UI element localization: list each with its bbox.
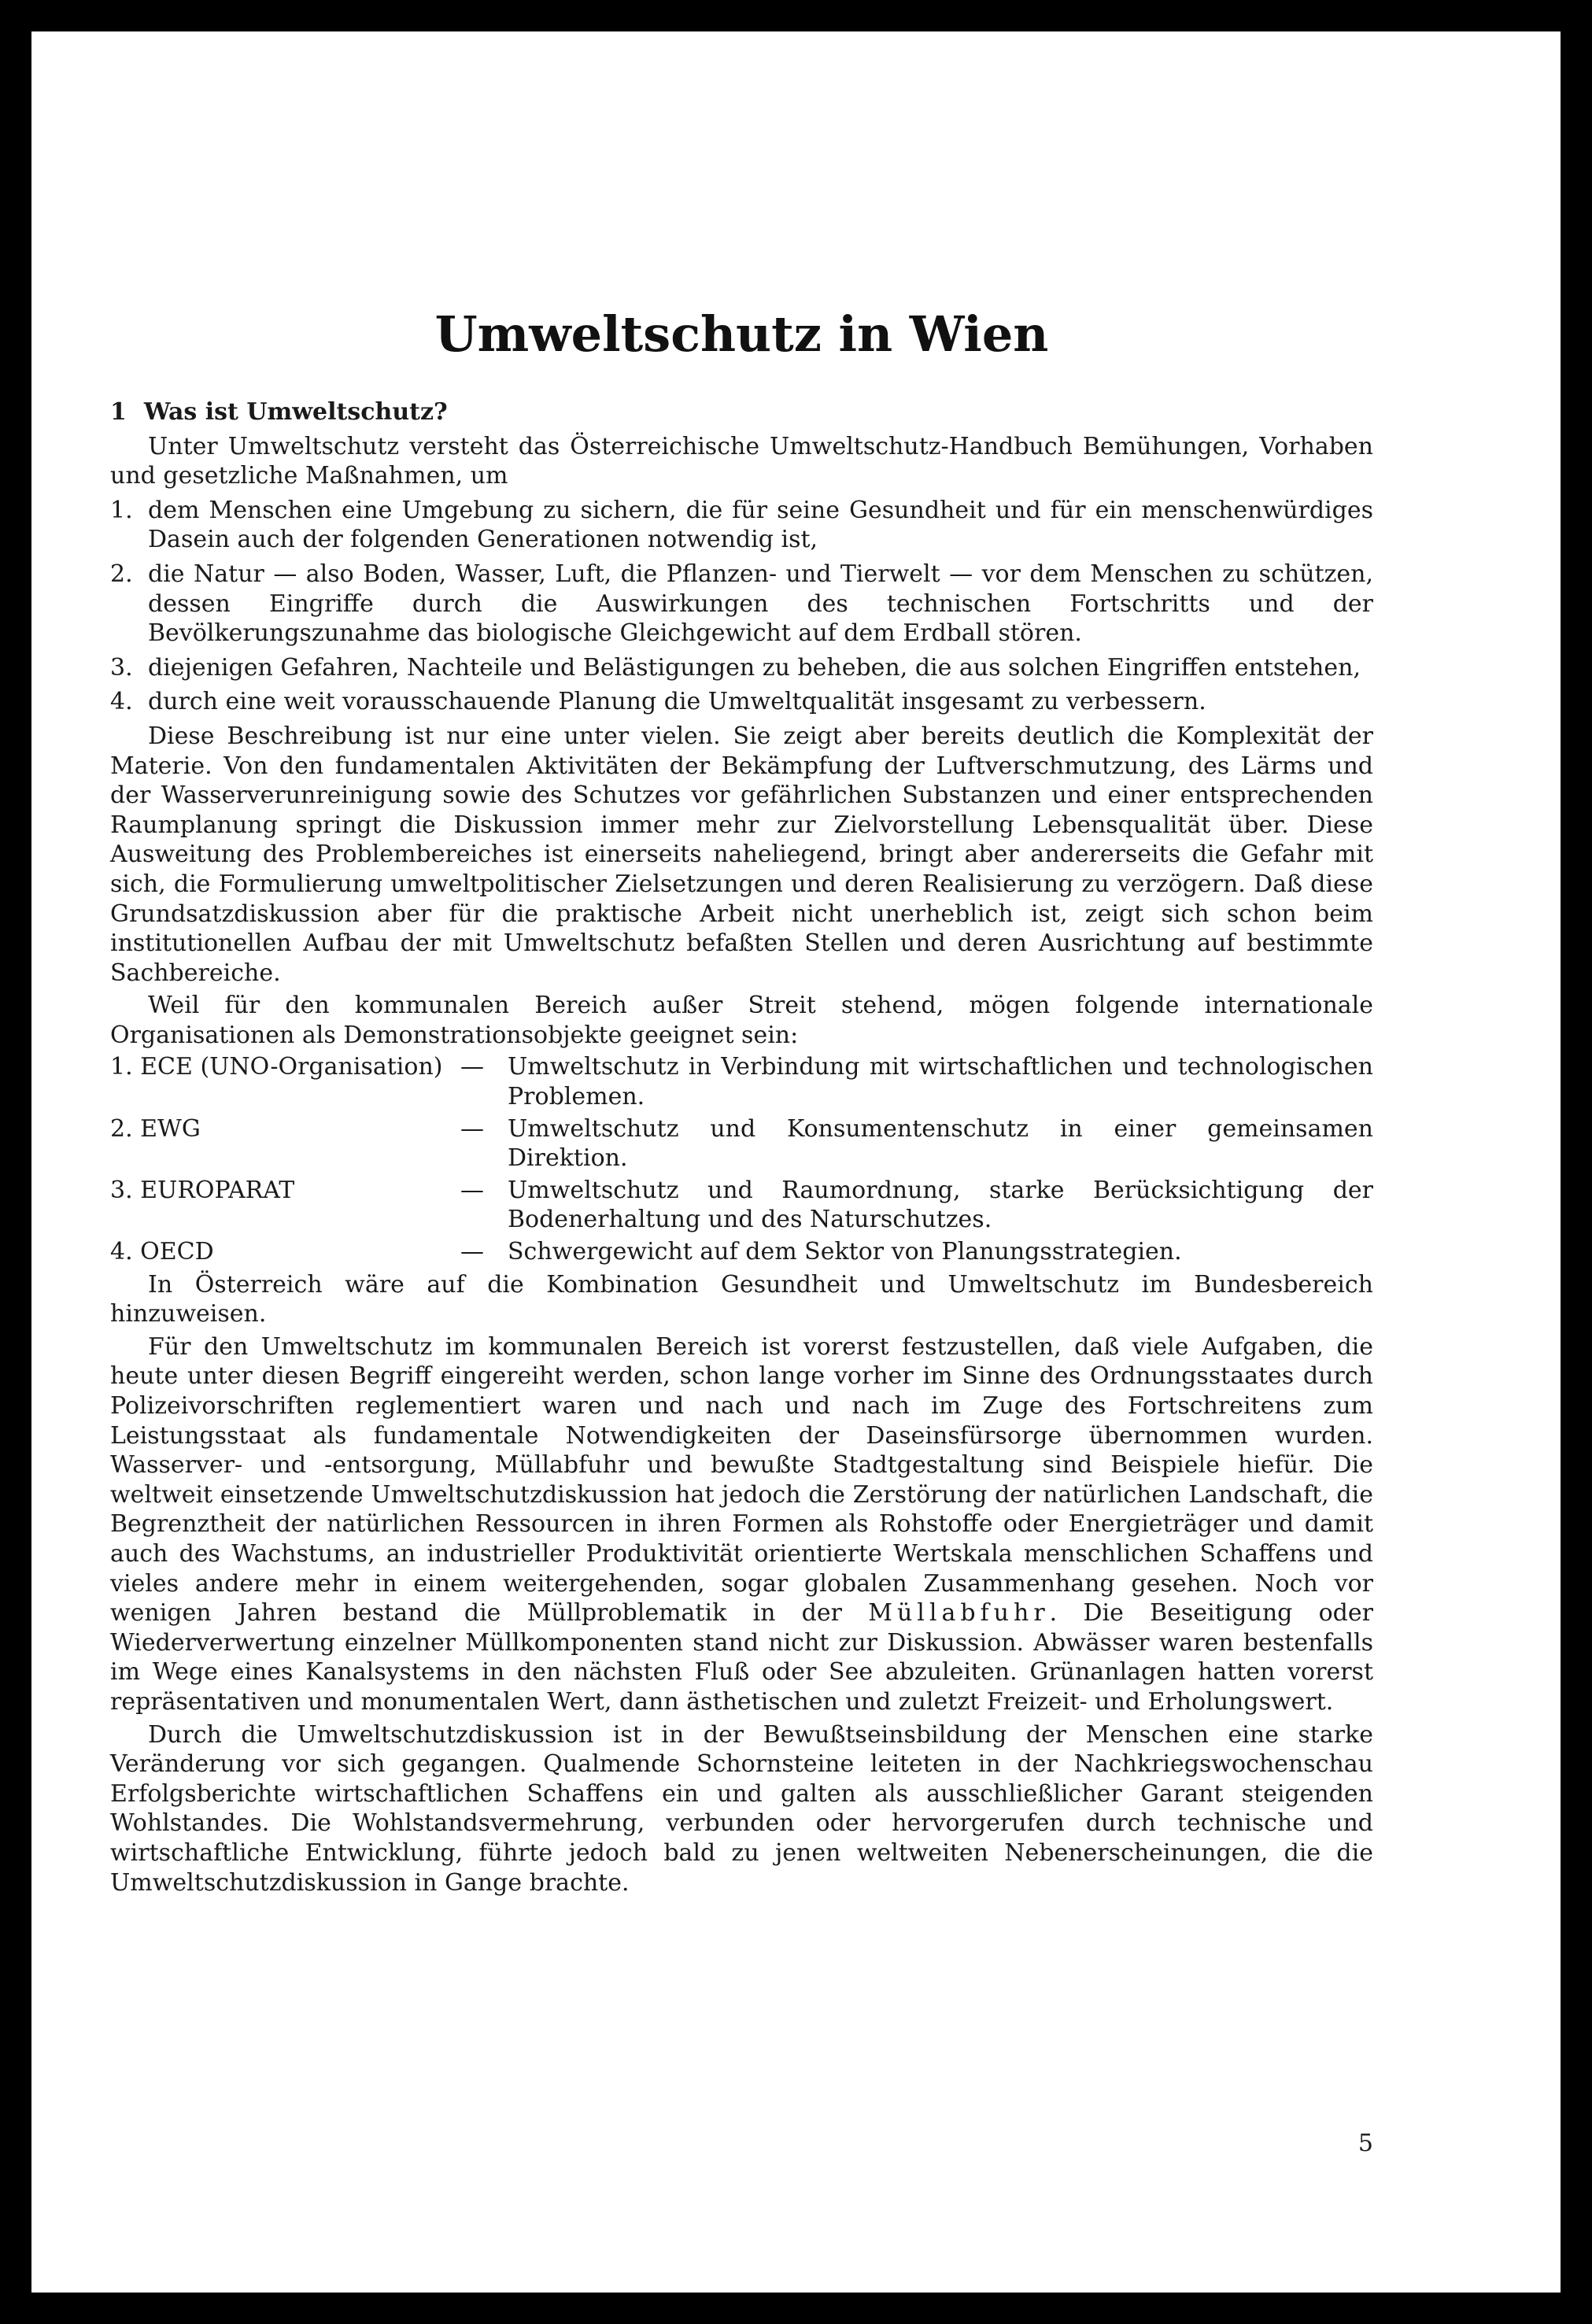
page-title: Umweltschutz in Wien xyxy=(434,305,1049,363)
section-title: Was ist Umweltschutz? xyxy=(143,398,448,426)
organisation-dash: — xyxy=(460,1176,484,1204)
description-paragraph: Diese Beschreibung ist nur eine unter vielen. Sie zeigt aber bereits deutlich die Komplexität der Materie. Von den fundamentalen Aktivitäten der Bekämpfung der Luftverschmutzung, des Lärms und der Wasserverunreinigung sowie des Schutzes vor gefährlichen Substanzen und einer entsprechenden Raumplanung springt die Diskussion immer mehr zur Zielvorstellung Lebensqualität über. Diese Ausweitung des Problembereiches ist einerseits naheliegend, bringt aber andererseits die Gefahr mit sich, die Formulierung umweltpolitischer Zielsetzungen und deren Realisierung zu verzögern. Daß diese Grundsatzdiskussion aber für die praktische Arbeit nicht unerheblich ist, zeigt sich schon beim institutionellen Aufbau der mit Umweltschutz befaßten Stellen und deren Ausrichtung auf bestimmte Sachbereiche. xyxy=(110,722,1373,987)
organisation-description: Umweltschutz in Verbindung mit wirtschaftlichen und technologischen Problemen. xyxy=(508,1053,1373,1111)
organisations-table xyxy=(110,1052,1373,1266)
document-page xyxy=(31,31,1561,2293)
table-row xyxy=(110,1114,1373,1173)
list-item xyxy=(110,560,1373,648)
organisation-dash: — xyxy=(460,1053,484,1081)
organisations-intro-paragraph: Weil für den kommunalen Bereich außer Streit stehend, mögen folgende internationale Organisationen als Demonstrationsobjekte geeignet sein: xyxy=(110,992,1373,1049)
list-item-number: 1. xyxy=(110,496,133,524)
section-heading xyxy=(110,397,1373,427)
section-number: 1 xyxy=(110,398,127,426)
organisation-description: Umweltschutz und Raumordnung, starke Berücksichtigung der Bodenerhaltung und des Naturschutzes. xyxy=(508,1176,1373,1234)
spaced-term: Müllabfuhr xyxy=(868,1599,1050,1628)
awareness-paragraph: Durch die Umweltschutzdiskussion ist in der Bewußtseinsbildung der Menschen eine starke Veränderung vor sich gegangen. Qualmende Schornsteine leiteten in der Nachkriegswochenschau Erfolgsberichte wirtschaftlichen Schaffens ein und galten als ausschließlicher Garant steigenden Wohlstandes. Die Wohlstandsvermehrung, verbunden oder hervorgerufen durch technische und wirtschaftliche Entwicklung, führte jedoch bald zu jenen weltweiten Nebenerscheinungen, die die Umweltschutzdiskussion in Gange brachte. xyxy=(110,1720,1373,1897)
list-item-text: durch eine weit vorausschauende Planung die Umweltqualität insgesamt zu verbessern. xyxy=(148,688,1206,716)
list-item xyxy=(110,687,1373,717)
page-number: 5 xyxy=(1357,2130,1373,2157)
list-item-number: 3. xyxy=(110,653,133,682)
organisation-name: 4. OECD xyxy=(110,1238,214,1266)
list-item-text: die Natur — also Boden, Wasser, Luft, die Pflanzen- und Tierwelt — vor dem Menschen zu schützen, dessen Eingriffe durch die Auswirkungen des technischen Fortschritts und der Bevölkerungszunahme das biologische Gleichgewicht auf dem Erdball stören. xyxy=(148,560,1373,648)
goals-list xyxy=(110,496,1373,717)
intro-paragraph: Unter Umweltschutz versteht das Österreichische Umweltschutz-Handbuch Bemühungen, Vorhaben und gesetzliche Maßnahmen, um xyxy=(110,432,1373,490)
municipal-text-before: Für den Umweltschutz im kommunalen Bereich ist vorerst festzustellen, daß viele Aufgaben, die heute unter diesen Begriff eingereiht werden, schon lange vorher im Sinne des Ordnungsstaates durch Polizeivorschriften reglementiert waren und nach und nach im Zuge des Fortschreitens zum Leistungsstaat als fundamentale Notwendigkeiten der Daseinsfürsorge übernommen wurden. Wasserver- und -entsorgung, Müllabfuhr und bewußte Stadtgestaltung sind Beispiele hiefür. Die weltweit einsetzende Umweltschutzdiskussion hat jedoch die Zerstörung der natürlichen Landschaft, die Begrenztheit der natürlichen Ressourcen in ihren Formen als Rohstoffe oder Energieträger und damit auch des Wachstums, an industrieller Produktivität orientierte Wertskala menschlichen Schaffens und vieles andere mehr in einem weitergehenden, sogar globalen Zusammenhang gesehen. Noch vor wenigen Jahren bestand die Müllproblematik in der xyxy=(110,1332,1373,1628)
list-item xyxy=(110,653,1373,683)
body-text xyxy=(110,397,1373,1897)
organisation-description: Umweltschutz und Konsumentenschutz in einer gemeinsamen Direktion. xyxy=(508,1114,1373,1173)
municipal-paragraph xyxy=(110,1332,1373,1717)
organisation-description: Schwergewicht auf dem Sektor von Planungsstrategien. xyxy=(508,1238,1182,1266)
austria-paragraph: In Österreich wäre auf die Kombination Gesundheit und Umweltschutz im Bundesbereich hinzuweisen. xyxy=(110,1270,1373,1328)
list-item-text: diejenigen Gefahren, Nachteile und Belästigungen zu beheben, die aus solchen Eingriffen entstehen, xyxy=(148,653,1361,682)
organisation-dash: — xyxy=(460,1238,484,1266)
list-item-number: 4. xyxy=(110,688,133,716)
list-item xyxy=(110,496,1373,555)
organisation-name: 1. ECE (UNO-Organisation) xyxy=(110,1053,443,1081)
table-row xyxy=(110,1052,1373,1111)
organisation-dash: — xyxy=(460,1114,484,1143)
municipal-text-after: . Die Beseitigung oder Wiederverwertung einzelner Müllkomponenten stand nicht zur Diskussion. Abwässer waren bestenfalls im Wege eines Kanalsystems in den nächsten Fluß oder See abzuleiten. Grünanlagen hatten vorerst repräsentativen und monumentalen Wert, dann ästhetischen und zuletzt Freizeit- und Erholungswert. xyxy=(110,1599,1373,1716)
list-item-number: 2. xyxy=(110,560,133,588)
table-row xyxy=(110,1176,1373,1235)
organisation-name: 2. EWG xyxy=(110,1114,201,1143)
list-item-text: dem Menschen eine Umgebung zu sichern, die für seine Gesundheit und für ein menschenwürdiges Dasein auch der folgenden Generationen notwendig ist, xyxy=(148,496,1373,554)
organisation-name: 3. EUROPARAT xyxy=(110,1176,295,1204)
table-row xyxy=(110,1237,1373,1267)
